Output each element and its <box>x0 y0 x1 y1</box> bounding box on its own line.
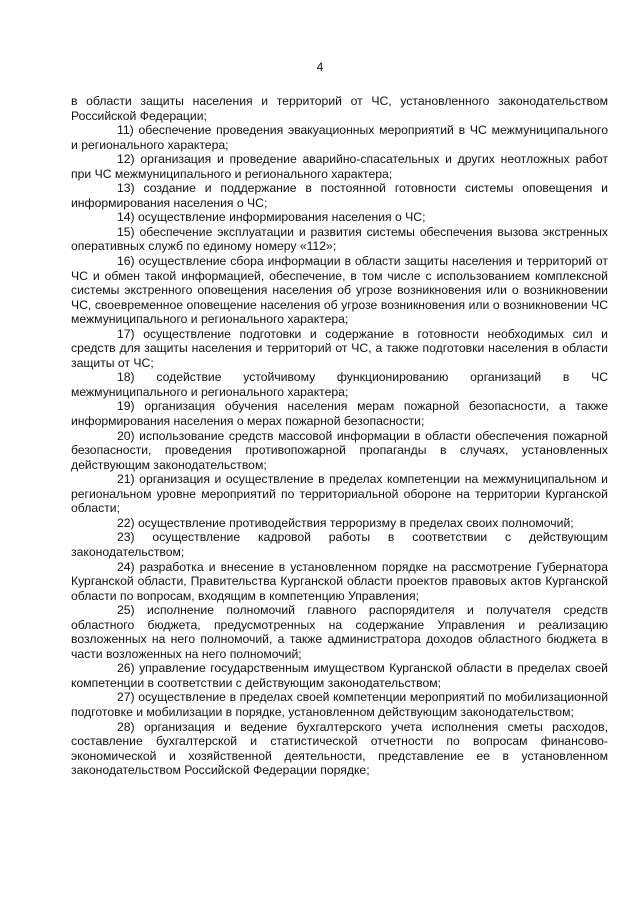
list-item-18: 18) содействие устойчивому функционированию организаций в ЧС межмуниципального и регионального характера; <box>71 370 608 399</box>
list-item-25: 25) исполнение полномочий главного распорядителя и получателя средств областного бюджета, предусмотренных на содержание Управления и реализацию возложенных на него полномочий, а также администратора доходов областного бюджета в части возложенных на него полномочий; <box>71 603 608 661</box>
list-item-26: 26) управление государственным имуществом Курганской области в пределах своей компетенции в соответствии с действующим законодательством; <box>71 661 608 690</box>
paragraph-continuation: в области защиты населения и территорий от ЧС, установленного законодательством Российской Федерации; <box>71 94 608 123</box>
list-item-22: 22) осуществление противодействия терроризму в пределах своих полномочий; <box>117 515 574 530</box>
list-item-19: 19) организация обучения населения мерам пожарной безопасности, а также информирования населения о мерах пожарной безопасности; <box>71 399 608 429</box>
list-item-16: 16) осуществление сбора информации в области защиты населения и территорий от ЧС и обмен такой информацией, обеспечение, в том числе с использованием комплексной системы экстренного оповещения населения об угрозе возникновения или о возникновении ЧС, своевременное оповещение населения об угрозе возникновения или о возникновении ЧС межмуниципального и регионального характера; <box>71 254 608 327</box>
list-item-28: 28) организация и ведение бухгалтерского учета исполнения сметы расходов, составление бухгалтерской и статистической отчетности по вопросам финансово-экономической и хозяйственной деятельности, представление ее в установленном законодательством Российской Федерации порядке; <box>71 719 608 778</box>
list-item-13: 13) создание и поддержание в постоянной готовности системы оповещения и информирования населения о ЧС; <box>71 181 608 210</box>
page-number: 4 <box>316 60 324 74</box>
list-item-21: 21) организация и осуществление в пределах компетенции на межмуниципальном и региональном уровне мероприятий по территориальной обороне на территории Курганской области; <box>71 472 608 516</box>
list-item-12: 12) организация и проведение аварийно-спасательных и других неотложных работ при ЧС межмуниципального и регионального характера; <box>71 152 608 181</box>
document-body <box>71 94 608 778</box>
list-item-17: 17) осуществление подготовки и содержание в готовности необходимых сил и средств для защиты населения и территорий от ЧС, а также подготовки населения в области защиты от ЧС; <box>71 326 608 370</box>
list-item-27: 27) осуществление в пределах своей компетенции мероприятий по мобилизационной подготовке и мобилизации в порядке, установленном действующим законодательством; <box>71 690 608 719</box>
list-item-14: 14) осуществление информирования населения о ЧС; <box>117 210 426 225</box>
list-item-23: 23) осуществление кадровой работы в соответствии с действующим законодательством; <box>71 530 608 559</box>
list-item-20: 20) использование средств массовой информации в области обеспечения пожарной безопасности, проведения противопожарной пропаганды в случаях, установленных действующим законодательством; <box>71 428 608 472</box>
list-item-11: 11) обеспечение проведения эвакуационных мероприятий в ЧС межмуниципального и регионального характера; <box>71 123 608 152</box>
list-item-24: 24) разработка и внесение в установленном порядке на рассмотрение Губернатора Курганской области, Правительства Курганской области проектов правовых актов Курганской области по вопросам, входящим в компетенцию Управления; <box>71 559 608 603</box>
list-item-15: 15) обеспечение эксплуатации и развития системы обеспечения вызова экстренных оперативных служб по единому номеру «112»; <box>71 224 608 254</box>
